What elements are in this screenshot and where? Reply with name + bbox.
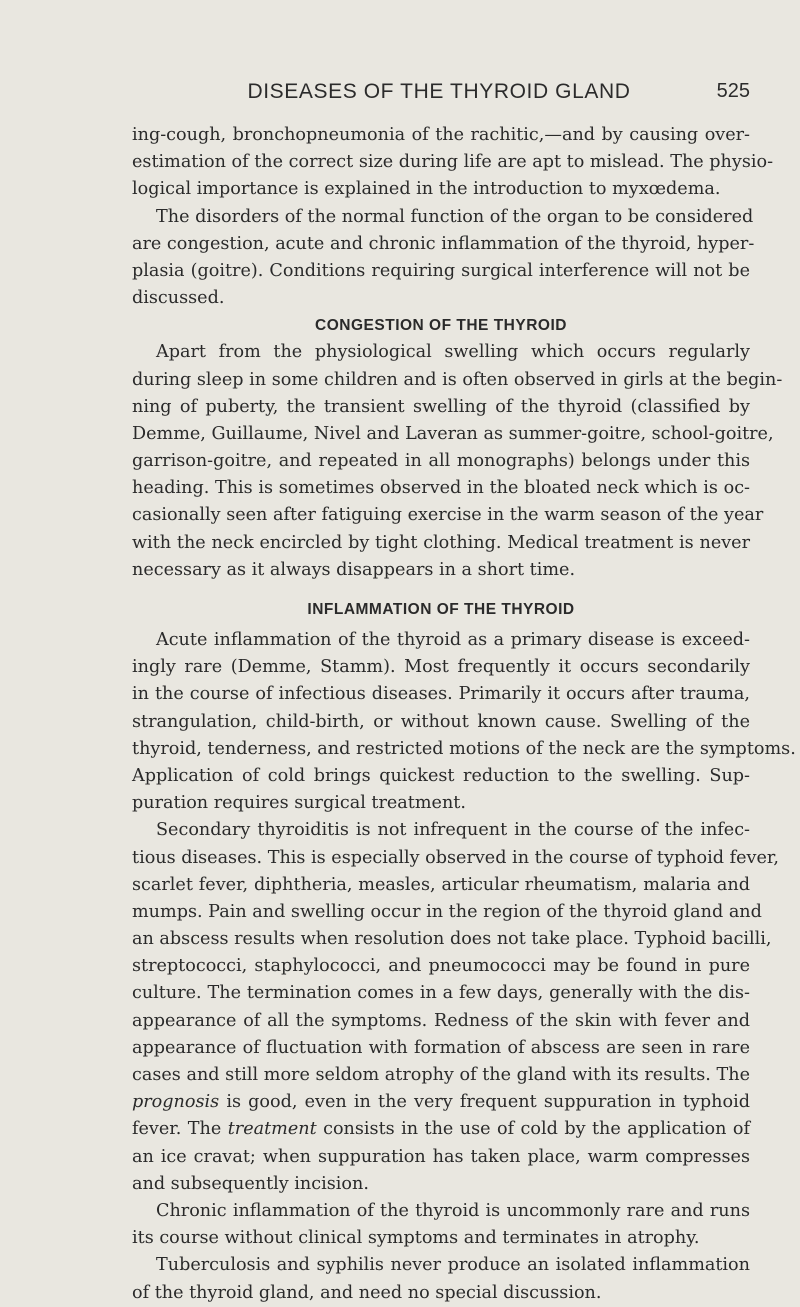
text-line: plasia (goitre). Conditions requiring surgical interference will not be bbox=[132, 260, 750, 281]
text-line: culture. The termination comes in a few days, generally with the dis- bbox=[132, 983, 750, 1004]
text-line: Tuberculosis and syphilis never produce an isolated inflammation bbox=[156, 1255, 750, 1276]
text-line: and subsequently incision. bbox=[132, 1173, 369, 1194]
text-line-treatment bbox=[132, 1116, 750, 1143]
text-line: its course without clinical symptoms and terminates in atrophy. bbox=[132, 1228, 700, 1249]
text-line: mumps. Pain and swelling occur in the region of the thyroid gland and bbox=[132, 901, 762, 922]
text-line: Acute inflammation of the thyroid as a primary disease is exceed- bbox=[156, 630, 750, 650]
text-segment: consists in the use of cold by the application of bbox=[316, 1119, 750, 1140]
text-line: cases and still more seldom atrophy of the gland with its results. The bbox=[132, 1065, 750, 1085]
text-line: Apart from the physiological swelling which occurs regularly bbox=[156, 342, 750, 363]
section-heading-inflammation: INFLAMMATION OF THE THYROID bbox=[307, 601, 575, 618]
text-line: an ice cravat; when suppuration has taken place, warm compresses bbox=[132, 1146, 750, 1167]
text-line: Demme, Guillaume, Nivel and Laveran as summer-goitre, school-goitre, bbox=[132, 423, 774, 444]
text-line: Chronic inflammation of the thyroid is uncommonly rare and runs bbox=[156, 1200, 750, 1221]
text-line: streptococci, staphylococci, and pneumococci may be found in pure bbox=[132, 956, 750, 977]
text-line: with the neck encircled by tight clothing. Medical treatment is never bbox=[132, 532, 750, 553]
text-line: necessary as it always disappears in a short time. bbox=[132, 559, 576, 580]
text-line: thyroid, tenderness, and restricted motions of the neck are the symptoms. bbox=[132, 738, 796, 759]
italic-prognosis: prognosis bbox=[132, 1092, 220, 1113]
text-line-prognosis bbox=[132, 1089, 750, 1116]
text-line: discussed. bbox=[132, 288, 225, 309]
text-segment: is good, even in the very frequent suppuration in typhoid bbox=[219, 1092, 750, 1113]
body-text bbox=[132, 122, 796, 1307]
text-line: Application of cold brings quickest reduction to the swelling. Sup- bbox=[132, 765, 750, 786]
text-line: appearance of fluctuation with formation of abscess are seen in rare bbox=[132, 1037, 750, 1058]
text-line: ingly rare (Demme, Stamm). Most frequently it occurs secondarily bbox=[132, 657, 750, 678]
text-line: ning of puberty, the transient swelling of the thyroid (classified by bbox=[132, 396, 750, 417]
text-line: Secondary thyroiditis is not infrequent in the course of the infec- bbox=[156, 820, 750, 841]
page-number: 525 bbox=[716, 80, 750, 102]
text-line: ing-cough, bronchopneumonia of the rachitic,—and by causing over- bbox=[132, 125, 750, 145]
text-line: puration requires surgical treatment. bbox=[132, 793, 466, 814]
running-head-title: DISEASES OF THE THYROID GLAND bbox=[247, 80, 631, 103]
italic-treatment: treatment bbox=[227, 1119, 317, 1140]
text-line: of the thyroid gland, and need no special discussion. bbox=[132, 1282, 602, 1303]
text-line: tious diseases. This is especially observed in the course of typhoid fever, bbox=[132, 847, 779, 868]
text-line: are congestion, acute and chronic inflammation of the thyroid, hyper- bbox=[132, 233, 755, 254]
text-line: scarlet fever, diphtheria, measles, articular rheumatism, malaria and bbox=[132, 874, 750, 895]
section-heading-congestion: CONGESTION OF THE THYROID bbox=[315, 317, 567, 335]
text-segment: fever. The bbox=[132, 1119, 228, 1140]
text-line: during sleep in some children and is often observed in girls at the begin- bbox=[132, 369, 783, 390]
text-line: estimation of the correct size during life are apt to mislead. The physio- bbox=[132, 152, 774, 173]
text-line: heading. This is sometimes observed in the bloated neck which is oc- bbox=[132, 478, 750, 499]
text-line: logical importance is explained in the introduction to myxœdema. bbox=[132, 179, 721, 200]
running-head bbox=[128, 80, 750, 110]
text-line: strangulation, child-birth, or without known cause. Swelling of the bbox=[132, 711, 750, 732]
text-line: garrison-goitre, and repeated in all monographs) belongs under this bbox=[132, 451, 750, 472]
text-line: in the course of infectious diseases. Primarily it occurs after trauma, bbox=[132, 684, 750, 705]
text-line: casionally seen after fatiguing exercise in the warm season of the year bbox=[132, 505, 764, 526]
text-line: an abscess results when resolution does not take place. Typhoid bacilli, bbox=[132, 929, 772, 950]
text-line: The disorders of the normal function of the organ to be considered bbox=[156, 206, 754, 227]
text-line: appearance of all the symptoms. Redness of the skin with fever and bbox=[132, 1010, 750, 1031]
